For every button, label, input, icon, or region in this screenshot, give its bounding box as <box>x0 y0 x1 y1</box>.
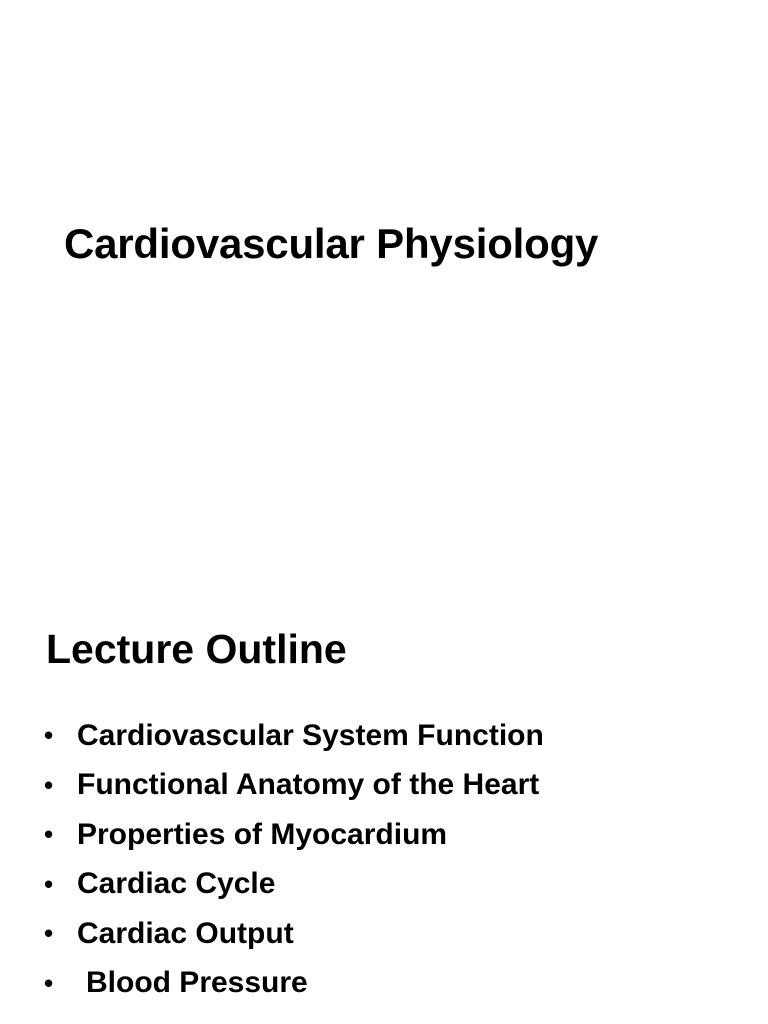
outline-item <box>42 711 544 761</box>
outline-item-label: Blood Pressure <box>86 966 308 1000</box>
bullet-icon: • <box>44 868 54 899</box>
outline-item-label: Properties of Myocardium <box>77 817 448 851</box>
outline-heading: Lecture Outline <box>46 626 347 672</box>
outline-item <box>42 810 544 860</box>
outline-item-label: Cardiovascular System Function <box>77 718 544 752</box>
bullet-icon: • <box>44 967 54 998</box>
bullet-icon: • <box>44 769 54 800</box>
outline-item-label: Cardiac Cycle <box>77 867 276 901</box>
bullet-icon: • <box>44 819 54 850</box>
outline-list <box>42 711 544 1008</box>
outline-item <box>42 761 544 811</box>
bullet-icon: • <box>44 918 54 949</box>
outline-item-label: Functional Anatomy of the Heart <box>77 768 540 802</box>
outline-item <box>42 860 544 910</box>
outline-item <box>42 909 544 959</box>
bullet-icon: • <box>44 720 54 751</box>
slide-title: Cardiovascular Physiology <box>64 220 599 267</box>
outline-item-label: Cardiac Output <box>77 916 294 950</box>
slide-lecture-outline <box>0 512 768 1024</box>
outline-item <box>42 959 544 1009</box>
